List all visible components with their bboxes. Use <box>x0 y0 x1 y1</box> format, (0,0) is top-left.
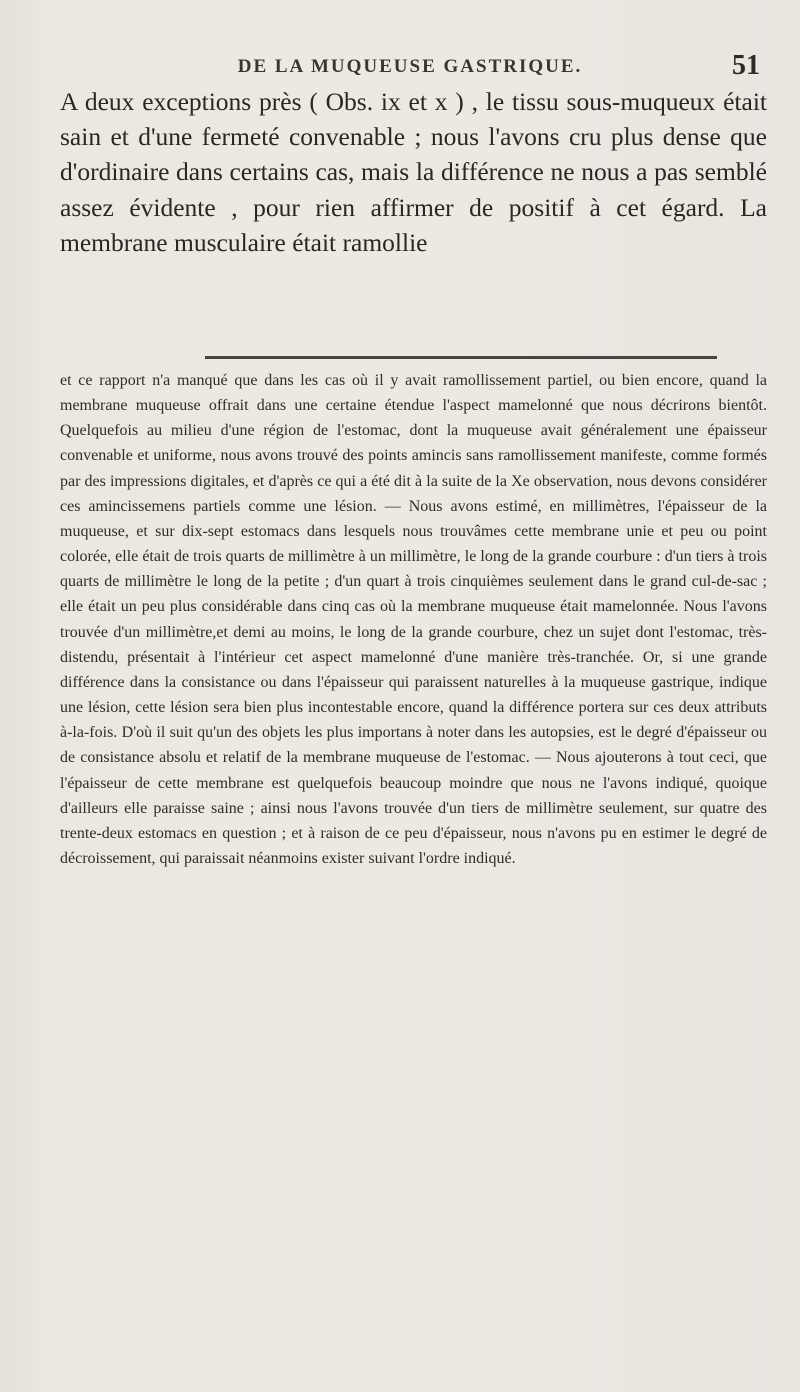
page-number: 51 <box>732 50 760 81</box>
footnote-separator-rule <box>205 356 717 359</box>
body-paragraph: A deux exceptions près ( Obs. ix et x ) , le tissu sous-muqueux était sain et d'une fermeté convenable ; nous l'avons cru plus dense que d'ordinaire dans certains cas, mais la différence ne nous a pas semblé assez évidente , pour rien affirmer de positif à cet égard. La membrane musculaire était ramollie <box>60 87 767 257</box>
footnote <box>60 368 767 871</box>
footnote-paragraph: et ce rapport n'a manqué que dans les cas où il y avait ramollissement partiel, ou bien encore, quand la membrane muqueuse offrait dans une certaine étendue l'aspect mamelonné que nous décrirons bientôt. Quelquefois au milieu d'une région de l'estomac, dont la muqueuse avait généralement une épaisseur convenable et uniforme, nous avons trouvé des points amincis sans ramollissement manifeste, comme formés par des impressions digitales, et d'après ce qui a été dit à la suite de la Xe observation, nous devons considérer ces amincissemens partiels comme une lésion. — Nous avons estimé, en millimètres, l'épaisseur de la muqueuse, et sur dix-sept estomacs dans lesquels nous trouvâmes cette membrane unie et peu ou point colorée, elle était de trois quarts de millimètre à un millimètre, le long de la grande courbure : d'un tiers à trois quarts de millimètre le long de la petite ; d'un quart à trois cinquièmes seulement dans le grand cul-de-sac ; elle était un peu plus considérable dans cinq cas où la membrane muqueuse était mamelonnée. Nous l'avons trouvée d'un millimètre,et demi au moins, le long de la grande courbure, chez un sujet dont l'estomac, très-distendu, présentait à l'intérieur cet aspect mamelonné d'une manière très-tranchée. Or, si une grande différence dans la consistance ou dans l'épaisseur qui paraissent naturelles à la muqueuse gastrique, indique une lésion, cette lésion sera bien plus incontestable encore, quand la différence portera sur ces deux attributs à-la-fois. D'où il suit qu'un des objets les plus importans à noter dans les autopsies, est le degré d'épaisseur ou de consistance absolu et relatif de la membrane muqueuse de l'estomac. — Nous ajouterons à tout ceci, que l'épaisseur de cette membrane est quelquefois beaucoup moindre que nous ne l'avons indiqué, quoique d'ailleurs elle paraisse saine ; ainsi nous l'avons trouvée d'un tiers de millimètre seulement, sur quatre des trente-deux estomacs en question ; et à raison de ce peu d'épaisseur, nous n'avons pu en estimer le degré de décroissement, qui paraissait néanmoins exister suivant l'ordre indiqué. <box>60 372 767 867</box>
running-title: DE LA MUQUEUSE GASTRIQUE. <box>237 56 583 77</box>
main-text <box>60 84 767 260</box>
